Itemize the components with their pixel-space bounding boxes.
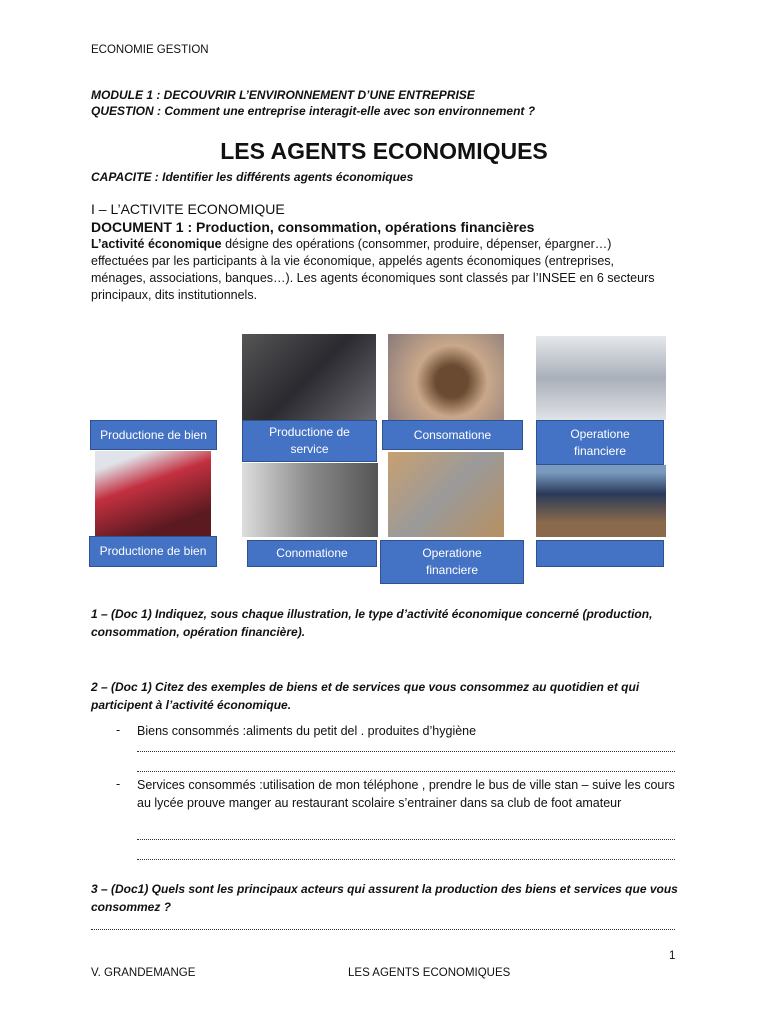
illustration-card-payment [536,336,666,420]
document-heading: DOCUMENT 1 : Production, consommation, opérations financières [91,219,535,235]
section-heading: I – L’ACTIVITE ECONOMIQUE [91,201,285,217]
illustration-label: Conomatione [247,540,377,567]
question-1: 1 – (Doc 1) Indiquez, sous chaque illustration, le type d’activité économique concerné (production, consommation, opération financière). [91,607,653,639]
illustration-bottling-line [95,451,211,536]
question-2: 2 – (Doc 1) Citez des exemples de biens et de services que vous consommez au quotidien et qui participent à l’activité économique. [91,680,640,712]
page-number: 1 [669,950,676,962]
intro-text: désigne des opérations (consommer, produire, dépenser, épargner…) effectuées par les participants à la vie économique, appelés agents économiques (entreprises, ménages, associations, banques…). Les agents économiques sont classés par l’INSEE en 6 secteurs principaux, dits institutionnels. [91,237,655,302]
question-3: 3 – (Doc1) Quels sont les principaux acteurs qui assurent la production des biens et services que vous consommez ? [91,882,678,914]
page-title: LES AGENTS ECONOMIQUES [220,138,548,164]
illustration-dough-mixer [95,333,211,420]
illustration-label: Operatione financiere [380,540,524,584]
illustration-mechanic [242,334,376,420]
intro-paragraph [91,236,671,304]
illustration-burger [388,334,504,420]
answer-line[interactable] [137,751,675,752]
bullet-dash: - [116,777,121,791]
illustration-label: Productione de bien [89,536,217,567]
illustration-label: Consomatione [382,420,523,450]
bullet-dash: - [116,723,121,737]
answer-services[interactable]: Services consommés :utilisation de mon téléphone , prendre le bus de ville stan – suive les cours au lycée prouve manger au restaurant scolaire s’entrainer dans sa club de foot amateur [137,778,675,810]
answer-biens[interactable]: Biens consommés :aliments du petit del . produites d’hygiène [137,724,477,738]
module-line: MODULE 1 : DECOUVRIR L’ENVIRONNEMENT D’UNE ENTREPRISE [91,88,475,102]
answer-line[interactable] [137,859,675,860]
answer-line[interactable] [137,839,675,840]
illustration-label: Operatione financiere [536,420,664,465]
illustration-gamer [242,463,378,537]
answer-line[interactable] [137,771,675,772]
illustration-checkout [388,452,504,537]
intro-bold: L’activité économique [91,237,222,251]
illustration-label: Productione de service [242,420,377,462]
footer-author: V. GRANDEMANGE [91,967,196,979]
illustration-label: Productione de bien [90,420,217,450]
capacite-line: CAPACITE : Identifier les différents agents économiques [91,170,414,184]
header-subject: ECONOMIE GESTION [91,44,209,56]
answer-line[interactable] [91,929,675,930]
footer-title: LES AGENTS ECONOMIQUES [348,967,511,979]
question-line: QUESTION : Comment une entreprise interagit-elle avec son environnement ? [91,104,536,118]
illustration-tractor [536,465,666,537]
illustration-label [536,540,664,567]
